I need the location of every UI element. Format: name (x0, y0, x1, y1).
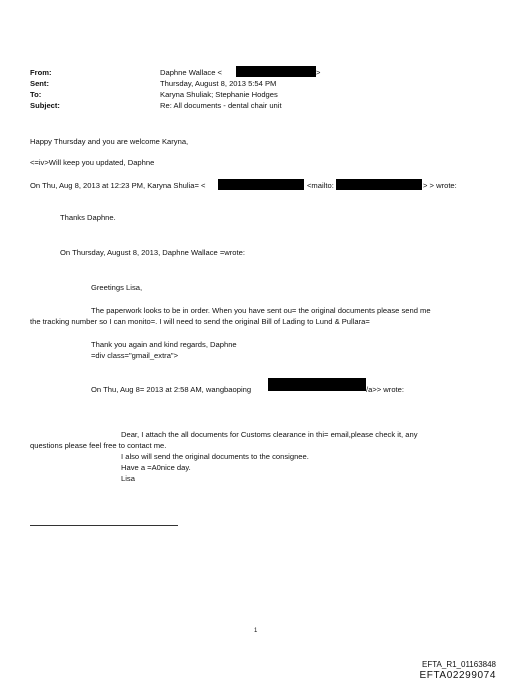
redaction-bar (218, 179, 304, 190)
redaction-bar (268, 378, 366, 391)
message-line: Have a =A0nice day. (121, 463, 191, 472)
greeting-line: Happy Thursday and you are welcome Karyna, (30, 137, 189, 146)
from-value-end: > (316, 68, 321, 77)
to-label: To: (30, 90, 42, 99)
to-value: Karyna Shuliak; Stephanie Hodges (160, 90, 278, 99)
sent-value: Thursday, August 8, 2013 5:54 PM (160, 79, 277, 88)
update-line: <=iv>Will keep you updated, Daphne (30, 158, 155, 167)
markup-fragment: =div class="gmail_extra"> (91, 351, 179, 360)
sent-label: Sent: (30, 79, 49, 88)
paragraph-line: the tracking number so I can monito=. I will need to send the original Bill of Lading to Lund & Pullara= (30, 317, 370, 326)
greetings-line: Greetings Lisa, (91, 283, 143, 292)
from-value: Daphne Wallace < (160, 68, 222, 77)
bates-id-small: EFTA_R1_01163848 (422, 660, 496, 669)
signature-line: Lisa (121, 474, 135, 483)
message-line: I also will send the original documents to the consignee. (121, 452, 309, 461)
from-label: From: (30, 68, 52, 77)
message-line: Dear, I attach the all documents for Customs clearance in thi= email,please check it, any (121, 430, 418, 439)
quote1-wrote: > > wrote: (423, 181, 457, 190)
bates-id-large: EFTA02299074 (419, 670, 496, 681)
message-line: questions please feel free to contact me. (30, 441, 167, 450)
subject-value: Re: All documents - dental chair unit (160, 101, 282, 110)
redaction-bar (336, 179, 422, 190)
quote1-mailto: <mailto: (307, 181, 334, 190)
quote2-header: On Thursday, August 8, 2013, Daphne Wallace =wrote: (60, 248, 245, 257)
quote3-wrote: /a>> wrote: (366, 385, 404, 394)
quote1-header: On Thu, Aug 8, 2013 at 12:23 PM, Karyna Shulia= < (30, 181, 206, 190)
page-number: 1 (254, 628, 258, 634)
subject-label: Subject: (30, 101, 60, 110)
closing-line: Thank you again and kind regards, Daphne (91, 340, 237, 349)
paragraph-line: The paperwork looks to be in order. When you have sent ou= the original documents please send me (91, 306, 431, 315)
footnote-divider (30, 525, 178, 526)
quote3-header: On Thu, Aug 8= 2013 at 2:58 AM, wangbaoping (91, 385, 252, 394)
thanks-line: Thanks Daphne. (60, 213, 116, 222)
redaction-bar (236, 66, 316, 77)
